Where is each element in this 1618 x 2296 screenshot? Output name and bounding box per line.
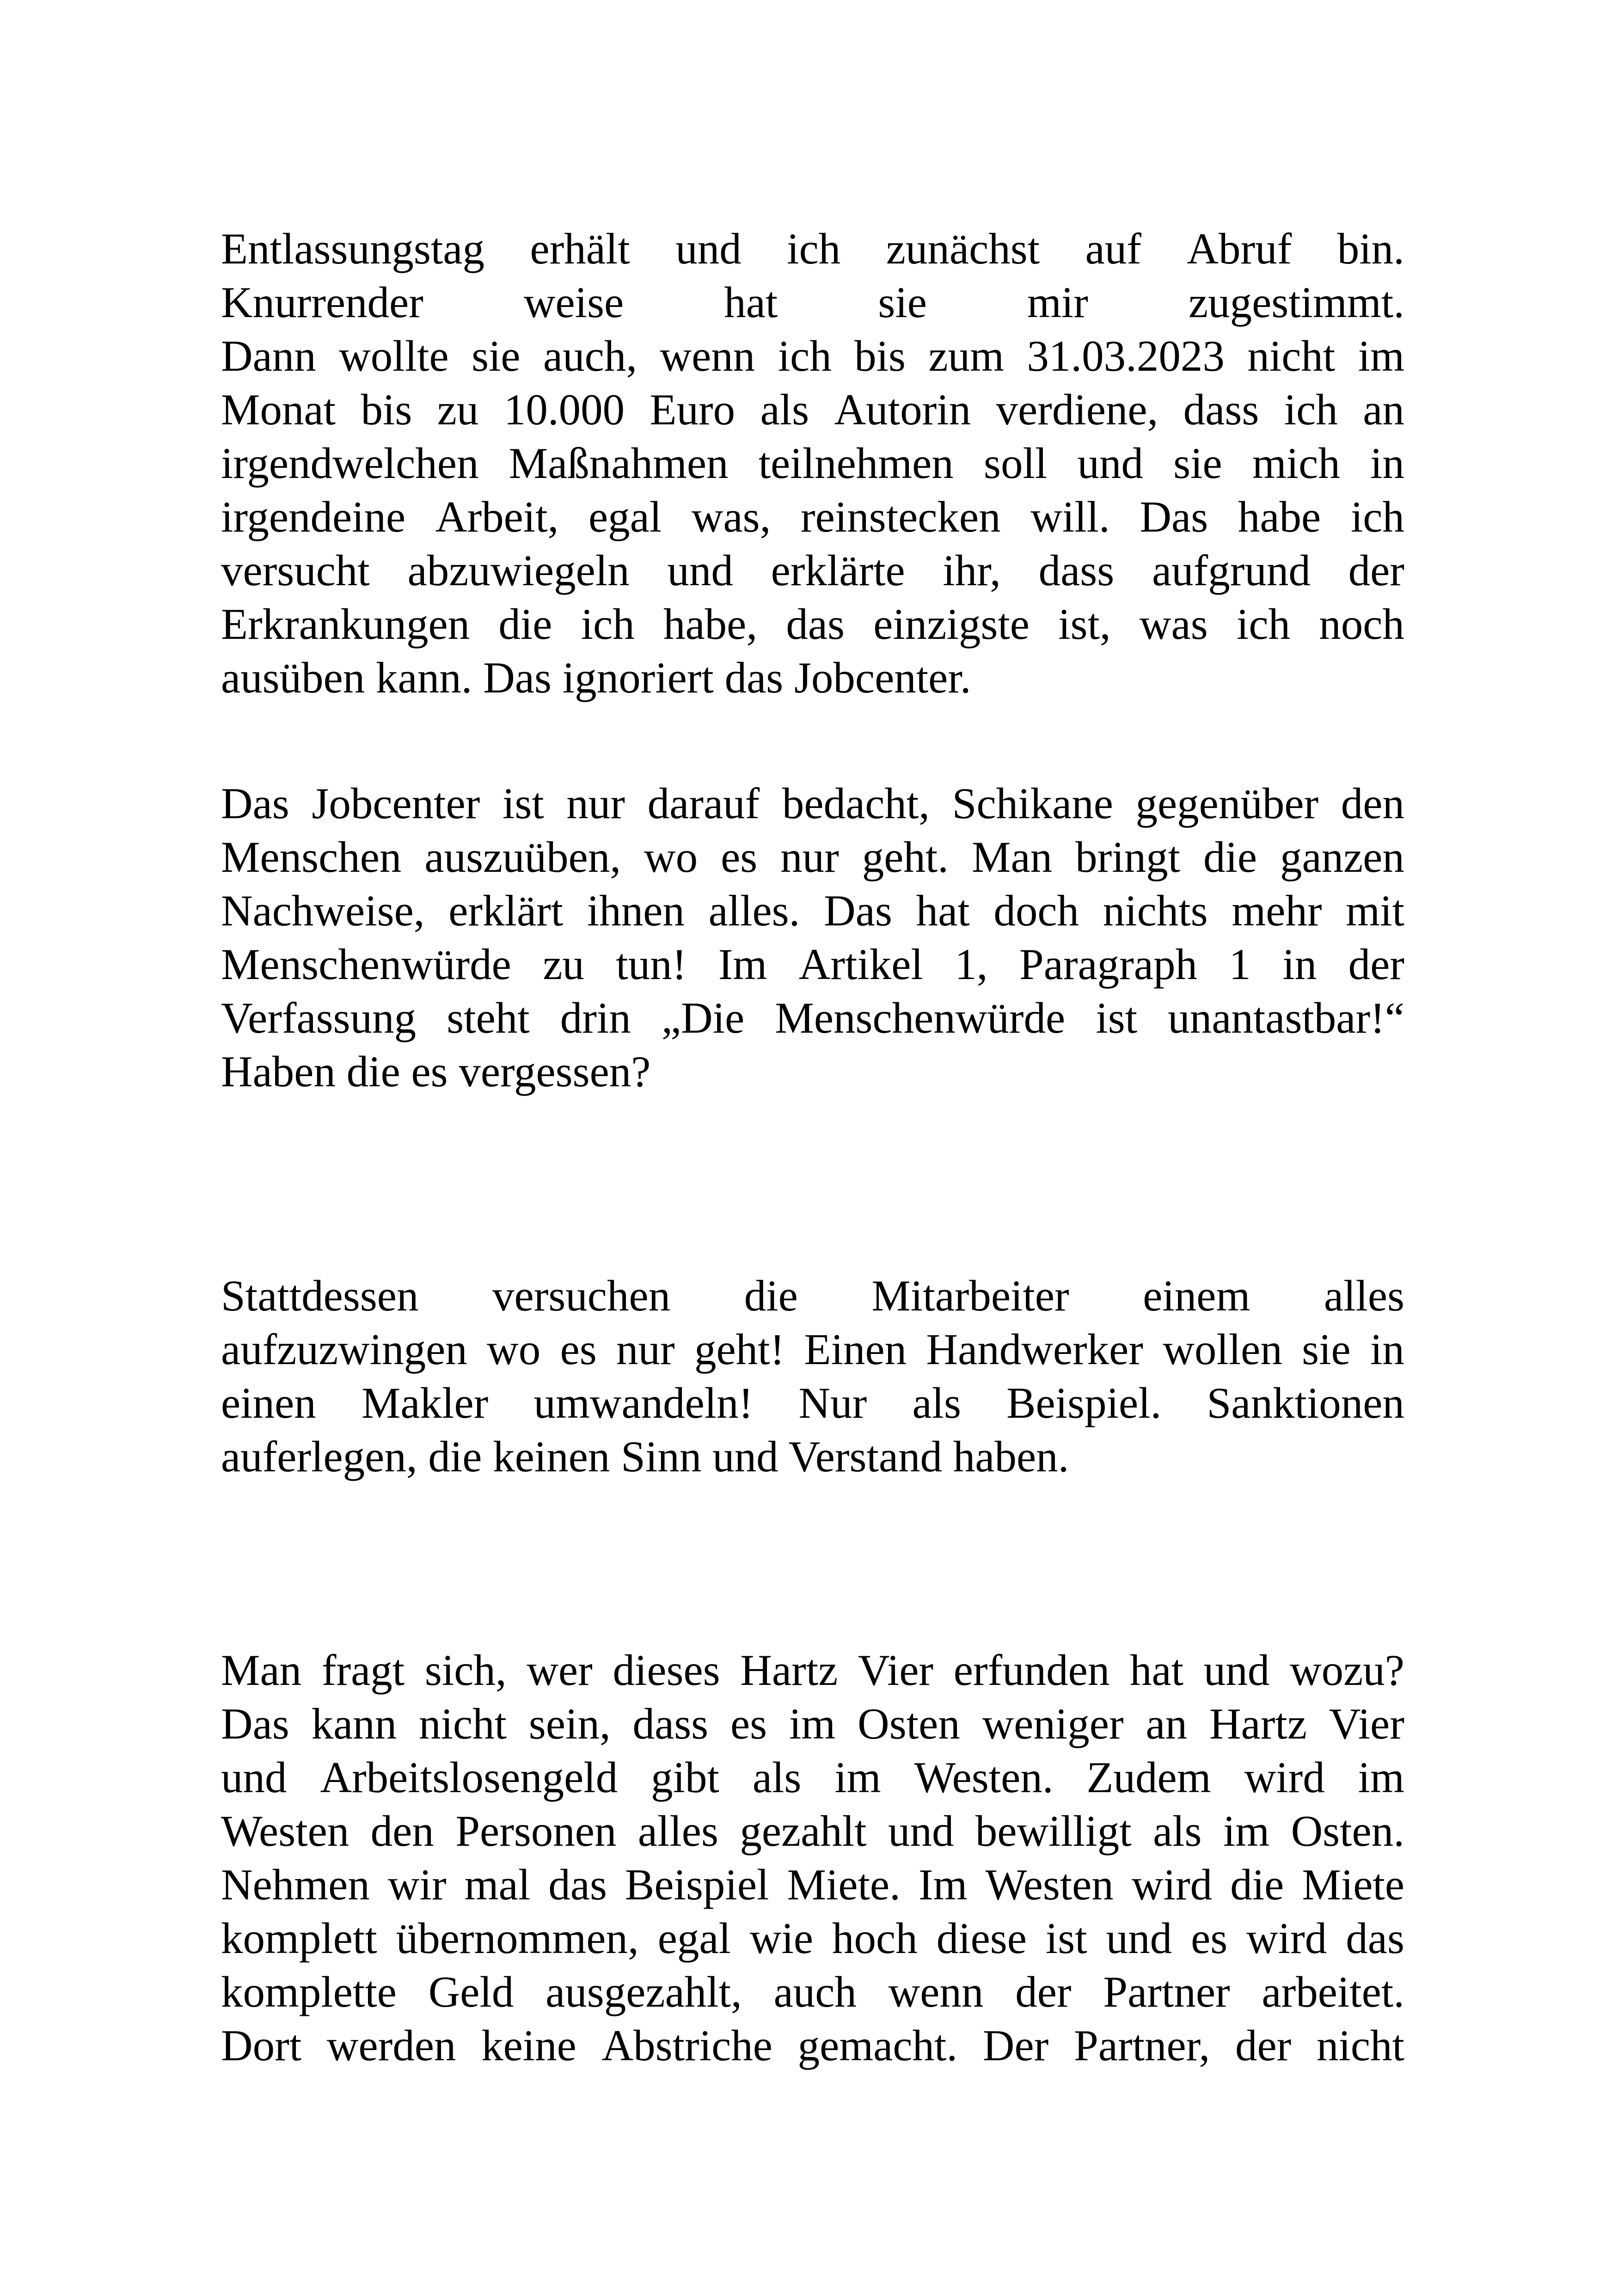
- paragraph-2: [221, 777, 1404, 1098]
- text-line: Knurrender weise hat sie mir zugestimmt.: [221, 278, 1404, 327]
- text-line: Entlassungstag erhält und ich zunächst auf Abruf bin.: [221, 224, 1404, 273]
- text-line: komplette Geld ausgezahlt, auch wenn der Partner arbeitet.: [221, 1967, 1404, 2016]
- text-line: Westen den Personen alles gezahlt und bewilligt als im Osten.: [221, 1806, 1404, 1855]
- paragraph-4: [221, 1643, 1404, 2072]
- text-line: und Arbeitslosengeld gibt als im Westen. Zudem wird im: [221, 1753, 1404, 1802]
- text-line: komplett übernommen, egal wie hoch diese ist und es wird das: [221, 1914, 1404, 1963]
- text-line: Das Jobcenter ist nur darauf bedacht, Schikane gegenüber den: [221, 779, 1404, 828]
- text-line: Verfassung steht drin „Die Menschenwürde ist unantastbar!“: [221, 993, 1404, 1042]
- text-line: Das kann nicht sein, dass es im Osten weniger an Hartz Vier: [221, 1699, 1404, 1748]
- text-line: Nehmen wir mal das Beispiel Miete. Im Westen wird die Miete: [221, 1860, 1404, 1909]
- text-line: aufzuzwingen wo es nur geht! Einen Handwerker wollen sie in: [221, 1325, 1404, 1374]
- text-line: Haben die es vergessen?: [221, 1047, 651, 1096]
- text-line: Nachweise, erklärt ihnen alles. Das hat doch nichts mehr mit: [221, 886, 1404, 935]
- text-line: irgendwelchen Maßnahmen teilnehmen soll und sie mich in: [221, 439, 1404, 488]
- text-line: einen Makler umwandeln! Nur als Beispiel. Sanktionen: [221, 1378, 1404, 1427]
- text-line: Menschen auszuüben, wo es nur geht. Man bringt die ganzen: [221, 833, 1404, 882]
- text-line: versucht abzuwiegeln und erklärte ihr, dass aufgrund der: [221, 546, 1404, 595]
- paragraph-3: [221, 1269, 1404, 1483]
- text-line: Erkrankungen die ich habe, das einzigste ist, was ich noch: [221, 600, 1404, 649]
- text-line: Dann wollte sie auch, wenn ich bis zum 31.03.2023 nicht im: [221, 331, 1404, 380]
- text-line: Monat bis zu 10.000 Euro als Autorin verdiene, dass ich an: [221, 385, 1404, 434]
- text-line: Stattdessen versuchen die Mitarbeiter einem alles: [221, 1271, 1404, 1320]
- text-line: Man fragt sich, wer dieses Hartz Vier erfunden hat und wozu?: [221, 1646, 1404, 1695]
- text-line: ausüben kann. Das ignoriert das Jobcenter.: [221, 653, 971, 702]
- text-line: Dort werden keine Abstriche gemacht. Der Partner, der nicht: [221, 2021, 1404, 2070]
- text-line: irgendeine Arbeit, egal was, reinstecken will. Das habe ich: [221, 492, 1404, 541]
- paragraph-1: [221, 222, 1404, 704]
- text-line: Menschenwürde zu tun! Im Artikel 1, Paragraph 1 in der: [221, 940, 1404, 989]
- text-line: auferlegen, die keinen Sinn und Verstand haben.: [221, 1432, 1069, 1481]
